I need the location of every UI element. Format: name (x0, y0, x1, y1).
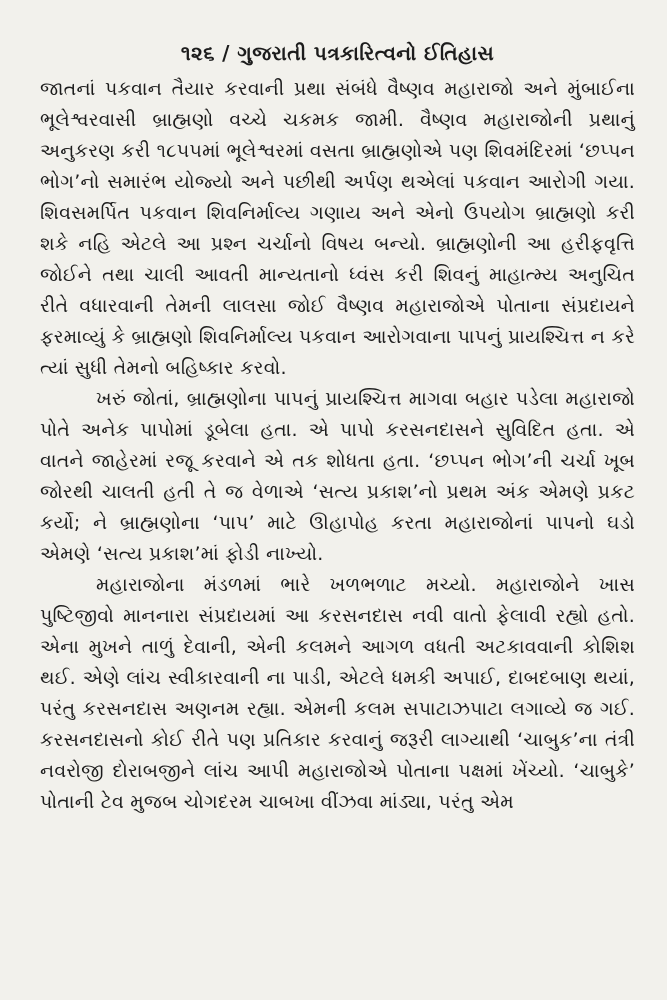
paragraph-3: મહારાજોના મંડળમાં ભારે ખળભળાટ મચ્યો. મહારાજોને ખાસ પુષ્ટિજીવો માનનારા સંપ્રદાયમાં આ કરસનદાસ નવી વાતો ફેલાવી રહ્યો હતો. એના મુખને તાળું દેવાની, એની કલમને આગળ વધતી અટકાવવાની કોશિશ થઈ. એણે લાંચ સ્વીકારવાની ના પાડી, એટલે ધમકી અપાઈ, દાબદબાણ થયાં, પરંતુ કરસનદાસ અણનમ રહ્યા. એમની કલમ સપાટાઝપાટા લગાવ્યે જ ગઈ. કરસનદાસનો કોઈ રીતે પણ પ્રતિકાર કરવાનું જરૂરી લાગ્યાથી ‘ચાબુક’ના તંત્રી નવરોજી દોરાબજીને લાંચ આપી મહારાજોએ પોતાના પક્ષમાં ખેંચ્યો. ‘ચાબુકે’ પોતાની ટેવ મુજબ ચોગદરમ ચાબખા વીંઝવા માંડ્યા, પરંતુ એમ (40, 574, 635, 813)
running-head: ૧૨૬ / ગુજરાતી પત્રકારિત્વનો ઈતિહાસ (180, 41, 495, 65)
paragraph-2: ખરું જોતાં, બ્રાહ્મણોના પાપનું પ્રાયશ્ચિત્ત માગવા બહાર પડેલા મહારાજો પોતે અનેક પાપોમાં ડૂબેલા હતા. એ પાપો કરસનદાસને સુવિદિત હતા. એ વાતને જાહેરમાં રજૂ કરવાને એ તક શોધતા હતા. ‘છપ્પન ભોગ’ની ચર્ચા ખૂબ જોરથી ચાલતી હતી તે જ વેળાએ ‘સત્ય પ્રકાશ’નો પ્રથમ અંક એમણે પ્રકટ કર્યો; ને બ્રાહ્મણોના ‘પાપ’ માટે ઊહાપોહ કરતા મહારાજોનાં પાપનો ઘડો એમણે ‘સત્ય પ્રકાશ’માં ફોડી નાખ્યો. (40, 388, 635, 565)
paragraph-1: જાતનાં પકવાન તૈયાર કરવાની પ્રથા સંબંધે વૈષ્ણવ મહારાજો અને મુંબાઈના ભૂલેશ્વરવાસી બ્રાહ્મણો વચ્ચે ચકમક જામી. વૈષ્ણવ મહારાજોની પ્રથાનું અનુકરણ કરી ૧૮૫૫માં ભૂલેશ્વરમાં વસતા બ્રાહ્મણોએ પણ શિવમંદિરમાં ‘છપ્પન ભોગ’નો સમારંભ યોજ્યો અને પછીથી અર્પણ થએલાં પકવાન આરોગી ગયા. શિવસમર્પિત પકવાન શિવનિર્માલ્ય ગણાય અને એનો ઉપયોગ બ્રાહ્મણો કરી શકે નહિ એટલે આ પ્રશ્ન ચર્ચાનો વિષય બન્યો. બ્રાહ્મણોની આ હરીફવૃત્તિ જોઈને તથા ચાલી આવતી માન્યતાનો ધ્વંસ કરી શિવનું માહાત્મ્ય અનુચિત રીતે વધારવાની તેમની લાલસા જોઈ વૈષ્ણવ મહારાજોએ પોતાના સંપ્રદાયને ફરમાવ્યું કે બ્રાહ્મણો શિવનિર્માલ્ય પકવાન આરોગવાના પાપનું પ્રાયશ્ચિત્ત ન કરે ત્યાં સુધી તેમનો બહિષ્કાર કરવો. (40, 78, 635, 379)
